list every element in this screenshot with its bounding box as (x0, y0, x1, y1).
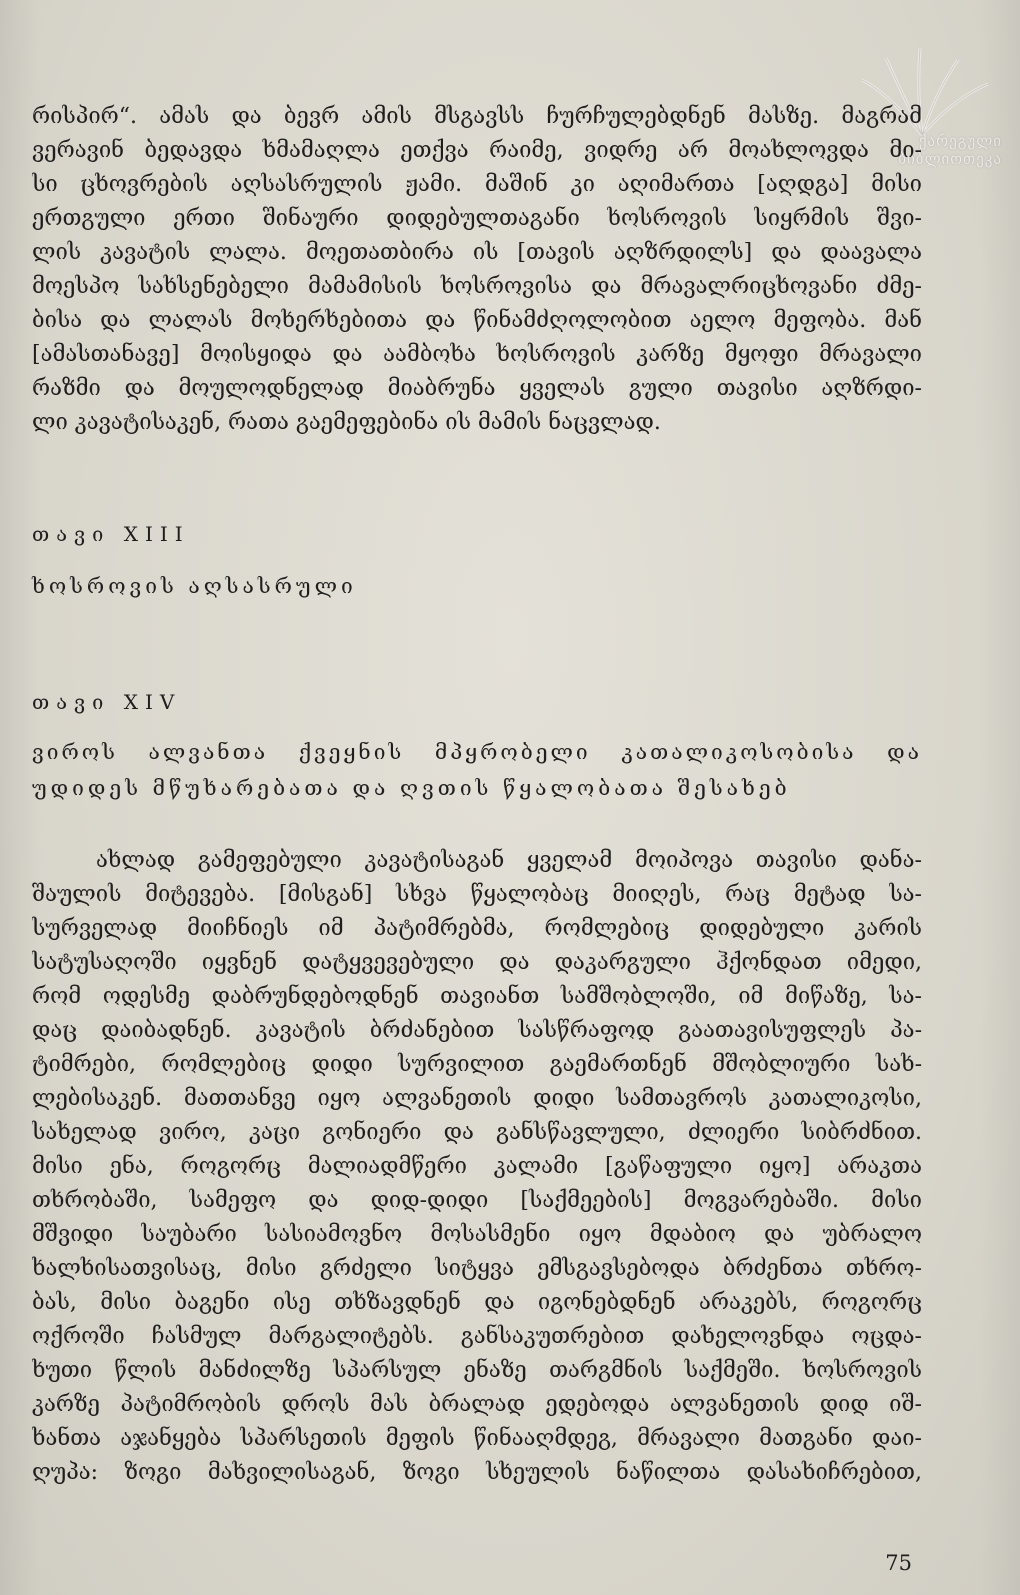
text-line: მშვიდი საუბარი სასიამოვნო მოსასმენი იყო მდაბიო და უბრალო (32, 1222, 922, 1247)
text-line: მოესპო სახსენებელი მამამისის ხოსროვისა და მრავალრიცხოვანი ძმე- (32, 274, 922, 299)
chapter-14-label: თავი XIV (32, 690, 182, 714)
text-line: რისპირ“. ამას და ბევრ ამის მსგავსს ჩურჩულებდნენ მასზე. მაგრამ (32, 104, 922, 129)
text-line: ტიმრები, რომლებიც დიდი სურვილით გაემართნენ მშობლიური სახ- (32, 1052, 922, 1077)
chapter-14-heading-line-1: ვიროს ალვანთა ქვეყნის მპყრობელი კათალიკოსობისა და (32, 740, 922, 764)
text-line: ლის კავატის ლალა. მოეთათბირა ის [თავის აღზრდილს] და დაავალა (32, 240, 922, 265)
text-line: რაზმი და მოულოდნელად მიაბრუნა ყველას გული თავისი აღზრდი- (32, 376, 922, 401)
text-line: ხალხისათვისაც, მისი გრძელი სიტყვა ემსგავსებოდა ბრძენთა თხრო- (32, 1256, 922, 1281)
chapter-14-heading-line-2: უდიდეს მწუხარებათა და ღვთის წყალობათა შესახებ (32, 776, 791, 800)
text-line: ბას, მისი ბაგენი ისე თხზავდნენ და იგონებდნენ არაკებს, როგორც (32, 1290, 922, 1315)
chapter-13-heading: ხოსროვის აღსასრული (32, 574, 357, 598)
watermark-line-2: ბიბლიოთეკა (898, 150, 1002, 168)
text-line: კარზე პატიმრობის დროს მას ბრალად ედებოდა ალვანეთის დიდ იშ- (32, 1392, 922, 1417)
text-line: ხანთა აჯანყება სპარსეთის მეფის წინააღმდეგ, მრავალი მათგანი დაი- (32, 1426, 922, 1451)
text-line: შაულის მიტევება. [მისგან] სხვა წყალობაც მიიღეს, რაც მეტად სა- (32, 882, 922, 907)
text-line: ახლად გამეფებული კავატისაგან ყველამ მოიპოვა თავისი დანა- (96, 848, 922, 873)
text-line: დაც დაიბადნენ. კავატის ბრძანებით სასწრაფოდ გაათავისუფლეს პა- (32, 1018, 922, 1043)
text-line: სი ცხოვრების აღსასრულის ჟამი. მაშინ კი აღიმართა [აღდგა] მისი (32, 172, 922, 197)
text-line: სახელად ვირო, კაცი გონიერი და განსწავლული, ძლიერი სიბრძნით. (32, 1120, 922, 1145)
text-line: ოქროში ჩასმულ მარგალიტებს. განსაკუთრებით დახელოვნდა ოცდა- (32, 1324, 922, 1349)
text-line: ხუთი წლის მანძილზე სპარსულ ენაზე თარგმნის საქმეში. ხოსროვის (32, 1358, 922, 1383)
text-line: ღუპა: ზოგი მახვილისაგან, ზოგი სხეულის ნაწილთა დასახიჩრებით, (32, 1460, 922, 1485)
text-line: ვერავინ ბედავდა ხმამაღლა ეთქვა რაიმე, ვიდრე არ მოახლოვდა მი- (32, 138, 922, 163)
text-line: სურველად მიიჩნიეს იმ პატიმრებმა, რომლებიც დიდებული კარის (32, 916, 922, 941)
text-line: მისი ენა, როგორც მალიადმწერი კალამი [გაწაფული იყო] არაკთა (32, 1154, 922, 1179)
watermark-line-1: ქარეგული (918, 132, 1002, 150)
text-line: ერთგული ერთი შინაური დიდებულთაგანი ხოსროვის სიყრმის შვი- (32, 206, 922, 231)
text-line: ლი კავატისაკენ, რათა გაემეფებინა ის მამის ნაცვლად. (32, 410, 661, 435)
text-line: ბისა და ლალას მოხერხებითა და წინამძღოლობით აელო მეფობა. მან (32, 308, 922, 333)
text-line: სატუსაღოში იყვნენ დატყვევებული და დაკარგული ჰქონდათ იმედი, (32, 950, 922, 975)
text-line: [ამასთანავე] მოისყიდა და აამბოხა ხოსროვის კარზე მყოფი მრავალი (32, 342, 922, 367)
text-line: თხრობაში, სამეფო და დიდ-დიდი [საქმეების] მოგვარებაში. მისი (32, 1188, 922, 1213)
chapter-13-label: თავი XIII (32, 522, 190, 546)
text-line: რომ ოდესმე დაბრუნდებოდნენ თავიანთ სამშობლოში, იმ მიწაზე, სა- (32, 984, 922, 1009)
page-number: 75 (885, 1551, 912, 1575)
text-line: ლებისაკენ. მათთანვე იყო ალვანეთის დიდი სამთავროს კათალიკოსი, (32, 1086, 922, 1111)
